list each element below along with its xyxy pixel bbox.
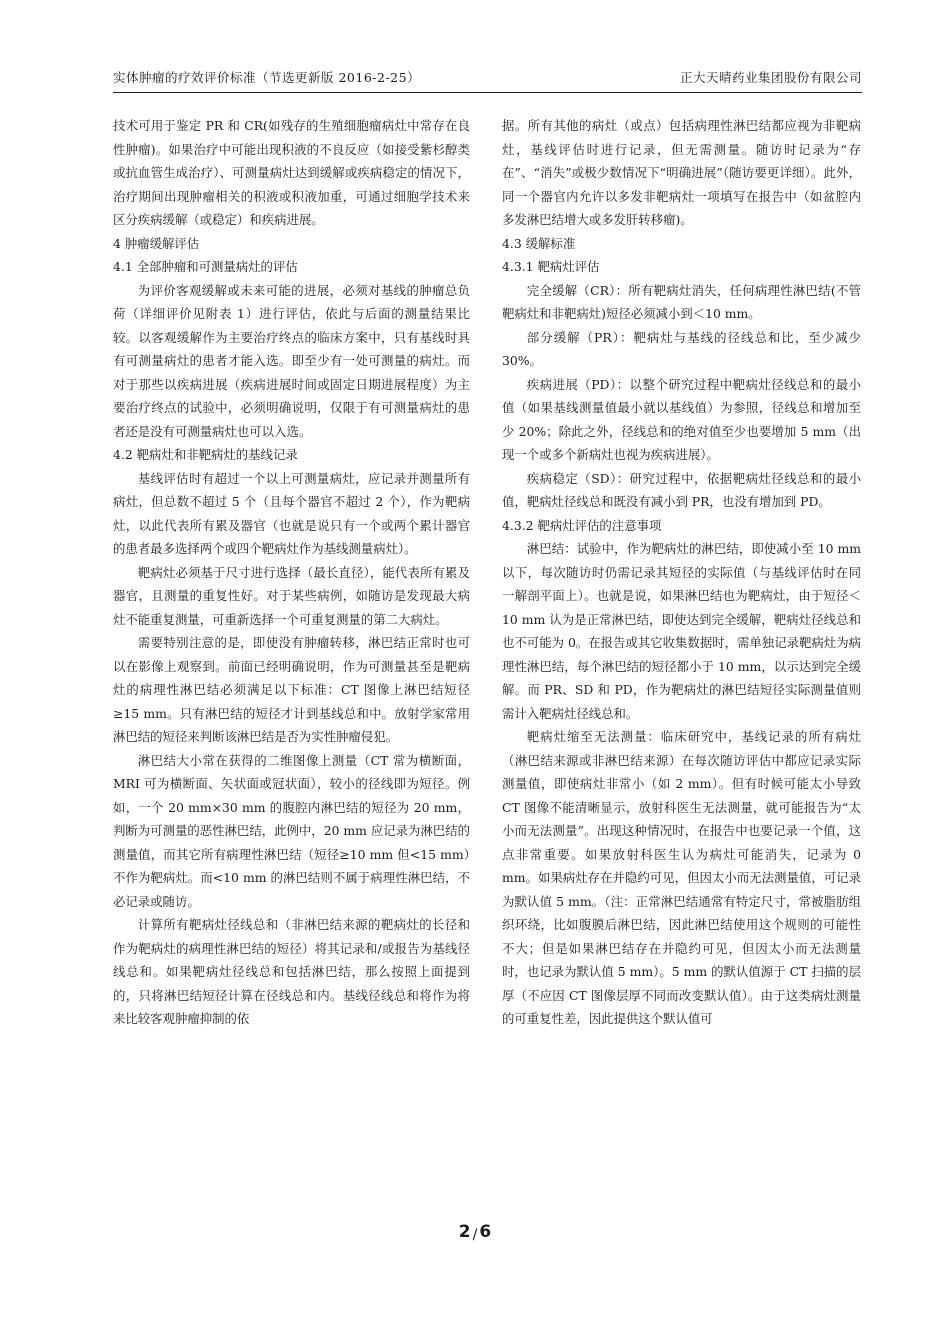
header-company: 正大天晴药业集团股份有限公司 (679, 70, 862, 85)
paragraph: 淋巴结大小常在获得的二维图像上测量（CT 常为横断面，MRI 可为横断面、矢状面或冠状面），较小的径线即为短径。例如，一个 20 mm×30 mm 的腹腔内淋巴结的短径为 20 mm，判断为可测量的恶性淋巴结，此例中，20 mm 应记录为淋巴结的测量值，而其它所有病理性淋巴结（短径≥10 mm 但<15 mm）不作为靶病灶。而<10 mm 的淋巴结则不属于病理性淋巴结，不必记录或随访。 (113, 752, 470, 909)
right-column (502, 114, 861, 1031)
header-title: 实体肿瘤的疗效评价标准（节选更新版 2016-2-25） (113, 70, 421, 85)
page-separator: / (472, 1227, 478, 1243)
paragraph: 疾病进展（PD）：以整个研究过程中靶病灶径线总和的最小值（如果基线测量值最小就以基线值）为参照，径线总和增加至少 20%；除此之外，径线总和的绝对值至少也要增加 5 mm（出现一个或多个新病灶也视为疾病进展）。 (502, 376, 861, 462)
paragraph: 计算所有靶病灶径线总和（非淋巴结来源的靶病灶的长径和作为靶病灶的病理性淋巴结的短径）将其记录和/或报告为基线径线总和。如果靶病灶径线总和包括淋巴结，那么按照上面提到的，只将淋巴结短径计算在径线总和内。基线径线总和将作为将来比较客观肿瘤抑制的依 (113, 917, 470, 1026)
section-heading: 4 肿瘤缓解评估 (113, 235, 200, 251)
section-heading: 4.2 靶病灶和非靶病灶的基线记录 (113, 447, 298, 462)
paragraph: 为评价客观缓解或未来可能的进展，必须对基线的肿瘤总负荷（详细评价见附表 1）进行评估，依此与后面的测量结果比较。以客观缓解作为主要治疗终点的临床方案中，只有基线时具有可测量病灶的患者才能入选。即至少有一处可测量的病灶。而对于那些以疾病进展（疾病进展时间或固定日期进展程度）为主要治疗终点的试验中，必须明确说明，仅限于有可测量病灶的患者还是没有可测量病灶也可以入选。 (113, 282, 470, 439)
section-heading: 4.1 全部肿瘤和可测量病灶的评估 (113, 259, 298, 274)
paragraph: 技术可用于鉴定 PR 和 CR(如残存的生殖细胞瘤病灶中常存在良性肿瘤)。如果治疗中可能出现积液的不良反应（如接受紫杉醇类或抗血管生成治疗）、可测量病灶达到缓解或疾病稳定的情况下，治疗期间出现肿瘤相关的积液或积液加重，可通过细胞学技术来区分疾病缓解（或稳定）和疾病进展。 (113, 118, 470, 227)
total-pages: 6 (479, 1222, 492, 1242)
page-number (0, 1222, 950, 1243)
page-header (113, 62, 862, 93)
paragraph: 疾病稳定（SD）：研究过程中，依据靶病灶径线总和的最小值，靶病灶径线总和既没有减小到 PR，也没有增加到 PD。 (502, 470, 861, 509)
section-heading: 4.3 缓解标准 (502, 235, 576, 251)
paragraph: 完全缓解（CR）：所有靶病灶消失，任何病理性淋巴结(不管靶病灶和非靶病灶)短径必须减小到＜10 mm。 (502, 282, 861, 321)
section-heading: 4.3.2 靶病灶评估的注意事项 (502, 517, 662, 533)
paragraph: 据。所有其他的病灶（或点）包括病理性淋巴结都应视为非靶病灶，基线评估时进行记录，但无需测量。随访时记录为“存在”、“消失”或极少数情况下“明确进展”（随访要更详细）。此外，同一个器官内允许以多发非靶病灶一项填写在报告中（如盆腔内多发淋巴结增大或多发肝转移瘤)。 (502, 118, 861, 227)
paragraph: 部分缓解（PR）：靶病灶与基线的径线总和比，至少减少 30%。 (502, 329, 861, 368)
paragraph: 淋巴结：试验中，作为靶病灶的淋巴结，即使减小至 10 mm 以下，每次随访时仍需记录其短径的实际值（与基线评估时在同一解剖平面上）。也就是说，如果淋巴结也为靶病灶，由于短径＜10 mm 认为是正常淋巴结，即使达到完全缓解，靶病灶径线总和也不可能为 0。在报告或其它收集数据时，需单独记录靶病灶为病理性淋巴结，每个淋巴结的短径都小于 10 mm，以示达到完全缓解。而 PR、SD 和 PD，作为靶病灶的淋巴结短径实际测量值则需计入靶病灶径线总和。 (502, 541, 861, 721)
paragraph: 需要特别注意的是，即使没有肿瘤转移，淋巴结正常时也可以在影像上观察到。前面已经明确说明，作为可测量甚至是靶病灶的病理性淋巴结必须满足以下标准：CT 图像上淋巴结短径≥15 mm。只有淋巴结的短径才计到基线总和中。放射学家常用淋巴结的短径来判断该淋巴结是否为实性肿瘤侵犯。 (113, 635, 470, 744)
paragraph: 靶病灶缩至无法测量：临床研究中，基线记录的所有病灶（淋巴结来源或非淋巴结来源）在每次随访评估中都应记录实际测量值，即使病灶非常小（如 2 mm）。但有时候可能太小导致 CT 图像不能清晰显示，放射科医生无法测量，就可能报告为“太小而无法测量”。出现这种情况时，在报告中也要记录一个值，这点非常重要。如果放射科医生认为病灶可能消失，记录为 0 mm。如果病灶存在并隐约可见，但因太小而无法测量值，可记录为默认值 5 mm。（注：正常淋巴结通常有特定尺寸，常被脂肪组织环绕，比如腹膜后淋巴结，因此淋巴结使用这个规则的可能性不大；但是如果淋巴结存在并隐约可见，但因太小而无法测量时，也记录为默认值 5 mm）。5 mm 的默认值源于 CT 扫描的层厚（不应因 CT 图像层厚不同而改变默认值）。由于这类病灶测量的可重复性差，因此提供这个默认值可 (502, 729, 861, 1026)
left-column (113, 114, 470, 1031)
current-page: 2 (458, 1222, 471, 1242)
paragraph: 基线评估时有超过一个以上可测量病灶，应记录并测量所有病灶，但总数不超过 5 个（且每个器官不超过 2 个），作为靶病灶，以此代表所有累及器官（也就是说只有一个或两个累计器官的患者最多选择两个或四个靶病灶作为基线测量病灶）。 (113, 470, 470, 556)
paragraph: 靶病灶必须基于尺寸进行选择（最长直径），能代表所有累及器官，且测量的重复性好。对于某些病例，如随访是发现最大病灶不能重复测量，可重新选择一个可重复测量的第二大病灶。 (113, 564, 470, 627)
section-heading: 4.3.1 靶病灶评估 (502, 259, 600, 274)
